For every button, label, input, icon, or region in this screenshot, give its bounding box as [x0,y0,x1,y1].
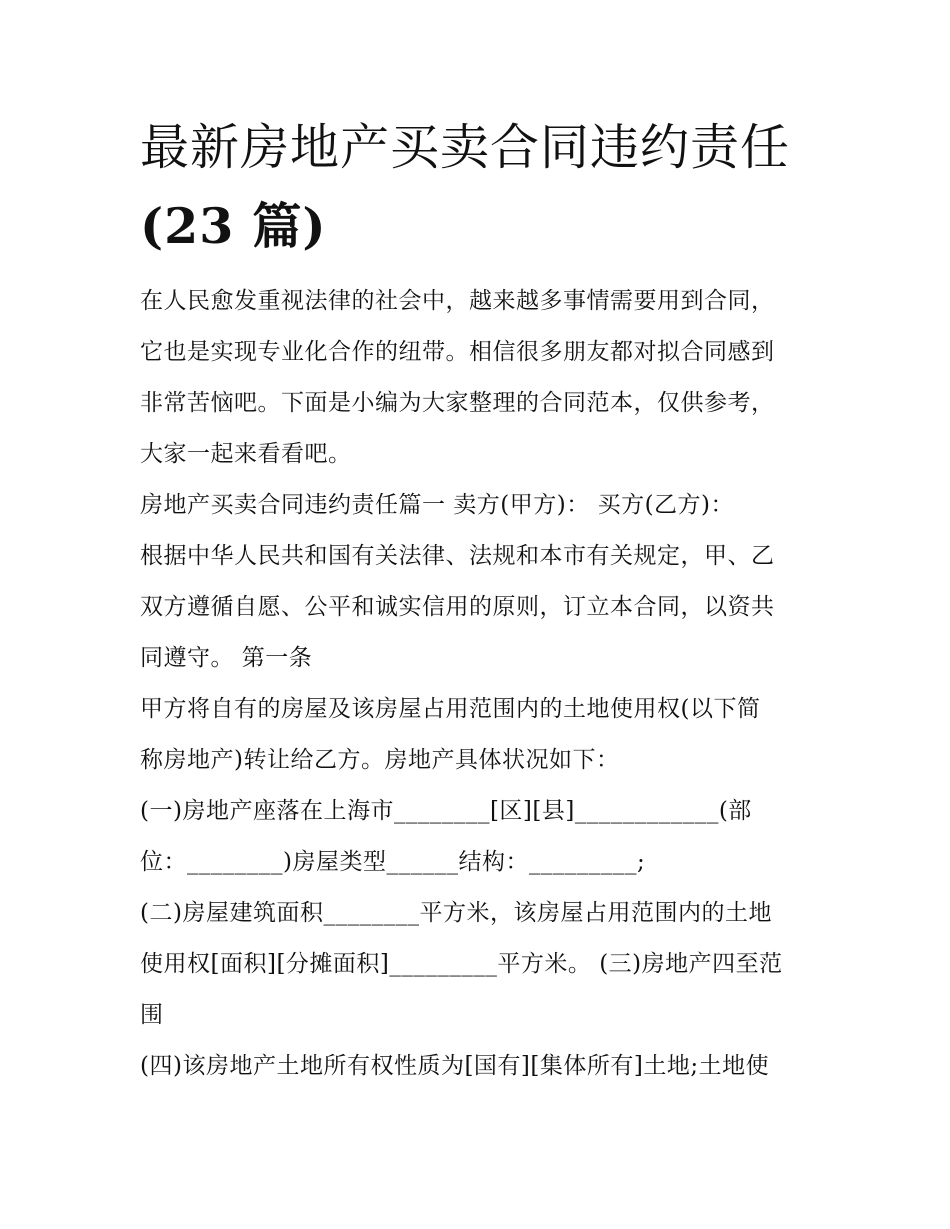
paragraph-line: 大家一起来看看吧。 [140,441,352,467]
document-title-count: (23 篇) [140,197,327,255]
paragraph-line: 根据中华人民共和国有关法律、法规和本市有关规定，甲、乙 [140,543,775,569]
document-title: 最新房地产买卖合同违约责任 [140,119,791,176]
paragraph-line: 甲方将自有的房屋及该房屋占用范围内的土地使用权(以下简 [140,696,761,722]
paragraph-line: 非常苦恼吧。下面是小编为大家整理的合同范本，仅供参考， [140,390,775,416]
paragraph-line: (一)房地产座落在上海市________[区][县]____________(部 [140,798,752,824]
paragraph-line: 房地产买卖合同违约责任篇一 卖方(甲方)： 买方(乙方)： [140,492,735,518]
paragraph-line: 同遵守。 第一条 [140,645,313,671]
paragraph-line: 称房地产)转让给乙方。房地产具体状况如下： [140,747,620,773]
paragraph-line: 在人民愈发重视法律的社会中，越来越多事情需要用到合同， [140,288,775,314]
paragraph-line: (四)该房地产土地所有权性质为[国有][集体所有]土地;土地使 [140,1053,770,1079]
paragraph-line: 位：________)房屋类型______结构：_________; [140,849,646,875]
paragraph-line: 使用权[面积][分摊面积]_________平方米。 (三)房地产四至范 [140,951,783,977]
paragraph-line: 双方遵循自愿、公平和诚实信用的原则，订立本合同，以资共 [140,594,775,620]
paragraph-line: (二)房屋建筑面积________平方米，该房屋占用范围内的土地 [140,900,772,926]
paragraph-line: 它也是实现专业化合作的纽带。相信很多朋友都对拟合同感到 [140,339,775,365]
paragraph-line: 围 [140,1002,164,1028]
